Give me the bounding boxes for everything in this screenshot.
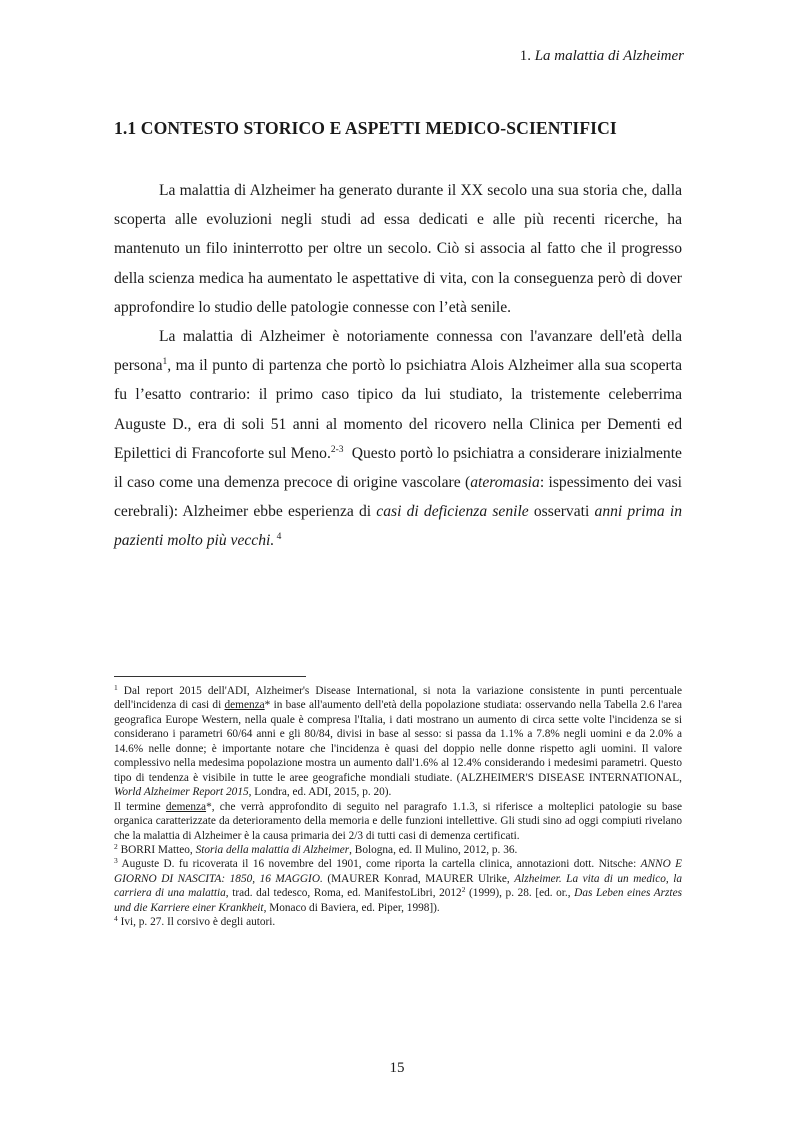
footnote-ref-2-3: 2-3 — [330, 444, 344, 455]
fn2-italic-title: Storia della malattia di Alzheimer — [195, 843, 350, 856]
paragraph-1: La malattia di Alzheimer ha generato durante il XX secolo una sua storia che, dalla scoperta alle evoluzioni negli studi ad essa dedicati e alle più recenti ricerche, ha mantenuto un filo ininterrotto per oltre un secolo. Ciò si associa al fatto che il progresso della scienza medica ha aumentato le aspettative di vita, con la conseguenza però di dover approfondire lo studio delle patologie connesse con l’età senile. — [114, 182, 682, 316]
p2-text-d: : ispessimento dei vasi cerebrali): Alzheimer ebbe esperienza di — [114, 474, 682, 521]
chapter-number: 1. — [519, 48, 531, 64]
body-text — [114, 176, 686, 556]
fn2-text-a: BORRI Matteo, — [117, 843, 196, 856]
fn1-italic-report: World Alzheimer Report 2015 — [114, 786, 249, 799]
footnote-1-continuation — [114, 800, 682, 843]
footnote-1 — [114, 684, 682, 800]
p2-italic-casi: casi di deficienza senile — [376, 503, 529, 521]
fn1-text-c: , Londra, ed. ADI, 2015, p. 20). — [248, 786, 392, 799]
footnote-ref-1: 1 — [162, 357, 168, 368]
fn3-text-c: , trad. dal tedesco, Roma, ed. ManifestoLibri, 2012 — [225, 887, 462, 900]
fn1-text-a: Dal report 2015 dell'ADI, Alzheimer's Disease International, si nota la variazione consistente in punti percentuale dell'incidenza di casi di — [114, 685, 682, 712]
fn1-underlined-demenza-2: demenza — [165, 800, 207, 813]
footnote-ref-4: 4 — [274, 532, 282, 543]
fn4-text-a: Ivi, p. 27. Il corsivo è degli autori. — [117, 916, 276, 929]
p2-italic-ateromasia: ateromasia — [470, 474, 540, 492]
footnote-4-number: 4 — [114, 914, 118, 924]
footnote-2-number: 2 — [114, 841, 118, 851]
section-heading: 1.1 CONTESTO STORICO E ASPETTI MEDICO-SCIENTIFICI — [114, 118, 617, 138]
footnote-3 — [114, 857, 682, 915]
footnotes — [114, 684, 682, 930]
fn1-text-b: * in base all'aumento dell'età della popolazione studiata: osservando nella Tabella 2.6 l'area geografica Europe Western, nella quale è compresa l'Italia, i dati mostrano un aumento di circa sette volte l'incidenza se si considerano i parametri 60/64 anni e gli 80/84, divisi in base al sesso: si passa da 1.1% a 7.8% negli uomini e da 2.0% a 14.6% nelle donne; è importante notare che l'incidenza è quasi del doppio nelle donne rispetto agli uomini. Il valore complessivo nella medesima popolazione mostra un aumento dall'1.6% al 12.4% considerando i medesimi parametri. Questo tipo di tendenza è visibile in tutte le aree geografiche mondiali studiate. (ALZHEIMER'S DISEASE INTERNATIONAL, — [114, 699, 682, 784]
footnote-4 — [114, 915, 682, 929]
fn2-text-b: , Bologna, ed. Il Mulino, 2012, p. 36. — [349, 843, 518, 856]
footnote-separator — [114, 676, 306, 677]
p2-text-c: Questo portò lo psichiatra a considerare inizialmente il caso come una demenza precoce di origine vascolare ( — [114, 444, 686, 492]
fn3-edition-sup: 2 — [461, 885, 466, 895]
p2-text-b: , ma il punto di partenza che portò lo psichiatra Alois Alzheimer alla sua scoperta fu l’esatto contrario: il primo caso tipico da lui studiato, la tristemente celeberrima Auguste D., era di soli 51 anni al momento del ricovero nella Clinica per Dementi ed Epilettici di Francoforte sul Meno. — [114, 357, 682, 462]
running-header — [520, 48, 684, 65]
fn3-italic-birth: ANNO E GIORNO DI NASCITA: 1850, 16 MAGGIO. — [114, 858, 682, 885]
chapter-title: La malattia di Alzheimer — [534, 48, 684, 64]
fn3-italic-original: Das Leben eines Arztes und die Karriere einer Krankheit — [114, 887, 682, 914]
page-number: 15 — [389, 1060, 405, 1076]
p2-text-a: La malattia di Alzheimer è notoriamente connessa con l'avanzare dell'età della persona — [114, 328, 682, 375]
fn3-text-e: , Monaco di Baviera, ed. Piper, 1998]). — [263, 901, 440, 914]
p2-text-e: osservati — [528, 503, 595, 521]
footnote-3-number: 3 — [114, 856, 118, 866]
fn3-text-a: Auguste D. fu ricoverata il 16 novembre del 1901, come riporta la cartella clinica, annotazioni dott. Nitsche: — [117, 858, 641, 871]
fn1-underlined-demenza: demenza — [224, 699, 265, 712]
fn1-text-d: Il termine — [114, 800, 166, 813]
p2-italic-anni: anni prima in pazienti molto più vecchi. — [114, 503, 682, 550]
footnote-2 — [114, 843, 682, 857]
fn1-text-e: *, che verrà approfondito di seguito nel paragrafo 1.1.3, si riferisce a molteplici patologie su base organica caratterizzate da deterioramento della memoria e delle funzioni intellettive. Gli studi sino ad oggi compiuti rivelano che la malattia di Alzheimer è la causa primaria dei 2/3 di tutti casi di demenza certificati. — [114, 800, 682, 842]
fn3-text-b: (MAURER Konrad, MAURER Ulrike, — [322, 872, 515, 885]
fn3-text-d: (1999), p. 28. [ed. or., — [465, 887, 575, 900]
fn3-italic-book: Alzheimer. La vita di un medico, la carriera di una malattia — [114, 872, 682, 900]
paragraph-2 — [114, 322, 686, 556]
footnote-1-number: 1 — [114, 683, 118, 692]
